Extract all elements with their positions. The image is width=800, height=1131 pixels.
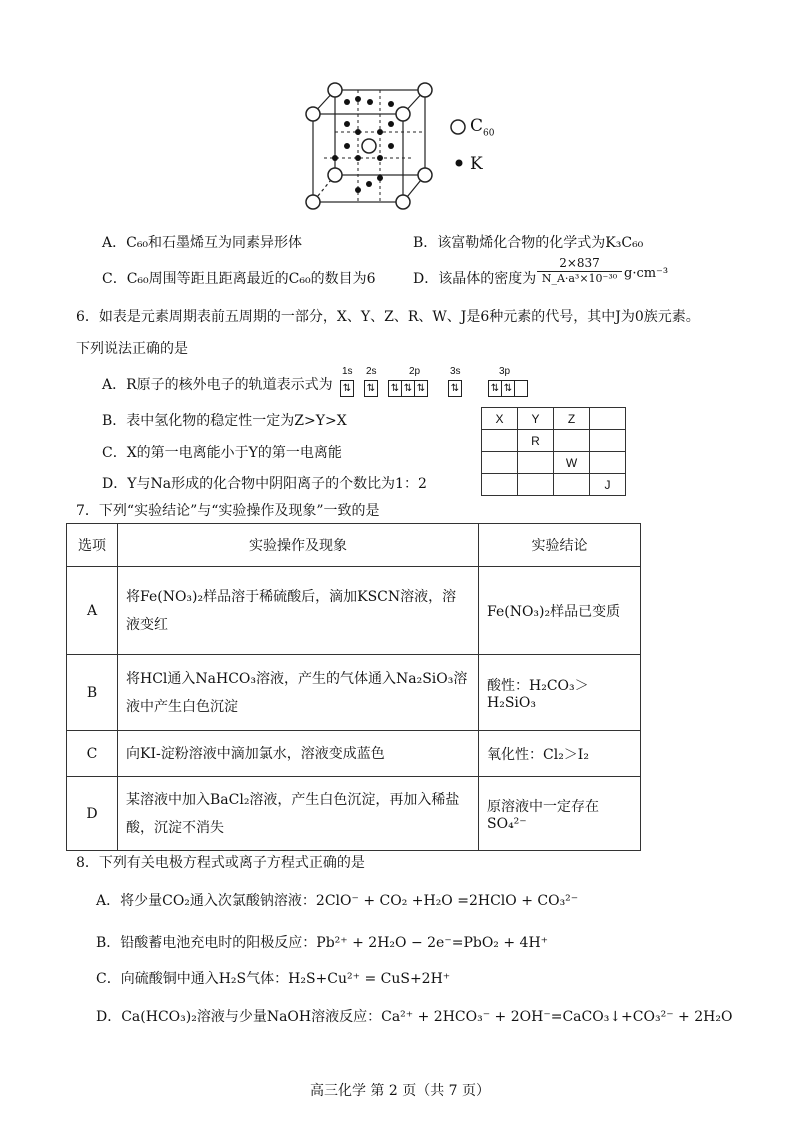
table-cell: Z xyxy=(554,408,590,430)
q6-stem-line2: 下列说法正确的是 xyxy=(76,341,188,357)
density-fraction xyxy=(537,256,622,285)
density-unit: g·cm⁻³ xyxy=(624,266,669,281)
table-row xyxy=(67,777,641,851)
table-cell: X xyxy=(482,408,518,430)
q5-option-b: B．该富勒烯化合物的化学式为K₃C₆₀ xyxy=(413,235,644,251)
row-operation: 某溶液中加入BaCl₂溶液，产生白色沉淀，再加入稀盐酸，沉淀不消失 xyxy=(118,777,479,851)
page-footer: 高三化学 第 2 页（共 7 页） xyxy=(309,1083,491,1099)
row-option: A xyxy=(67,567,118,655)
q6-stem-line1: 6．如表是元素周期表前五周期的一部分，X、Y、Z、R、W、J是6种元素的代号，其中J为0族元素。 xyxy=(76,309,700,325)
row-conclusion: 原溶液中一定存在SO₄²⁻ xyxy=(479,777,641,851)
q5-option-c: C．C₆₀周围等距且距离最近的C₆₀的数目为6 xyxy=(102,271,376,287)
row-conclusion: 酸性：H₂CO₃＞H₂SiO₃ xyxy=(479,655,641,731)
q8-option-b: B．铅酸蓄电池充电时的阳极反应：Pb²⁺ + 2H₂O − 2e⁻=PbO₂ + 4H⁺ xyxy=(96,935,549,951)
legend-k-label: K xyxy=(470,154,483,174)
row-conclusion: Fe(NO₃)₂样品已变质 xyxy=(479,567,641,655)
crystal-structure-diagram xyxy=(295,82,505,212)
orbital-box: ⇅ xyxy=(388,380,402,397)
table-cell xyxy=(590,452,626,474)
table-cell: W xyxy=(554,452,590,474)
q8-option-a: A．将少量CO₂通入次氯酸钠溶液：2ClO⁻ + CO₂ +H₂O =2HClO + CO₃²⁻ xyxy=(96,893,579,909)
orbital-box xyxy=(514,380,528,397)
orbital-box: ⇅ xyxy=(488,380,502,397)
table-row xyxy=(67,731,641,777)
table-row xyxy=(67,567,641,655)
density-denominator: N_A·a³×10⁻³⁰ xyxy=(541,272,618,285)
table-cell xyxy=(590,408,626,430)
q5-option-a: A．C₆₀和石墨烯互为同素异形体 xyxy=(102,235,303,251)
row-option: D xyxy=(67,777,118,851)
header-operation: 实验操作及现象 xyxy=(118,524,479,567)
orbital-box: ⇅ xyxy=(340,380,354,397)
header-option: 选项 xyxy=(67,524,118,567)
table-cell xyxy=(554,474,590,496)
q6-option-c: C．X的第一电离能小于Y的第一电离能 xyxy=(102,445,342,461)
table-cell: J xyxy=(590,474,626,496)
legend-c60-icon xyxy=(450,119,466,135)
q6-option-d: D．Y与Na形成的化合物中阴阳离子的个数比为1：2 xyxy=(102,476,427,492)
orbital-label: 3s xyxy=(450,366,461,377)
legend-k-icon xyxy=(455,159,463,167)
table-cell xyxy=(590,430,626,452)
legend-c60-label: $C_{60}$ xyxy=(470,116,495,139)
row-option: B xyxy=(67,655,118,731)
q6-option-b: B．表中氢化物的稳定性一定为Z>Y>X xyxy=(102,413,347,429)
header-conclusion: 实验结论 xyxy=(479,524,641,567)
q8-stem: 8．下列有关电极方程式或离子方程式正确的是 xyxy=(76,855,365,871)
q8-option-d: D．Ca(HCO₃)₂溶液与少量NaOH溶液反应：Ca²⁺ + 2HCO₃⁻ + 2OH⁻=CaCO₃↓+CO₃²⁻ + 2H₂O xyxy=(96,1009,733,1025)
table-cell xyxy=(518,452,554,474)
table-row xyxy=(67,655,641,731)
orbital-box: ⇅ xyxy=(501,380,515,397)
table-cell: Y xyxy=(518,408,554,430)
q8-option-c: C．向硫酸铜中通入H₂S气体：H₂S+Cu²⁺ = CuS+2H⁺ xyxy=(96,971,451,987)
table-cell xyxy=(482,474,518,496)
orbital-box: ⇅ xyxy=(414,380,428,397)
orbital-label: 3p xyxy=(499,366,511,377)
table-cell xyxy=(518,474,554,496)
table-cell xyxy=(482,430,518,452)
row-conclusion: 氧化性：Cl₂＞I₂ xyxy=(479,731,641,777)
table-cell xyxy=(554,430,590,452)
q5-option-d-prefix: D．该晶体的密度为 xyxy=(413,271,537,287)
row-operation: 向KI-淀粉溶液中滴加氯水，溶液变成蓝色 xyxy=(118,731,479,777)
row-option: C xyxy=(67,731,118,777)
table-header-row xyxy=(67,524,641,567)
orbital-box: ⇅ xyxy=(448,380,462,397)
orbital-label: 1s xyxy=(342,366,353,377)
experiment-table xyxy=(66,523,641,851)
row-operation: 将HCl通入NaHCO₃溶液，产生的气体通入Na₂SiO₃溶液中产生白色沉淀 xyxy=(118,655,479,731)
orbital-label: 2p xyxy=(409,366,421,377)
orbital-box: ⇅ xyxy=(401,380,415,397)
orbital-label: 2s xyxy=(366,366,377,377)
table-cell xyxy=(482,452,518,474)
row-operation: 将Fe(NO₃)₂样品溶于稀硫酸后，滴加KSCN溶液，溶液变红 xyxy=(118,567,479,655)
table-cell: R xyxy=(518,430,554,452)
periodic-table-fragment xyxy=(481,407,626,496)
density-numerator: 2×837 xyxy=(537,256,622,272)
q6-option-a: A．R原子的核外电子的轨道表示式为 xyxy=(102,377,333,393)
q7-stem: 7．下列“实验结论”与“实验操作及现象”一致的是 xyxy=(76,503,380,519)
orbital-box: ⇅ xyxy=(364,380,378,397)
